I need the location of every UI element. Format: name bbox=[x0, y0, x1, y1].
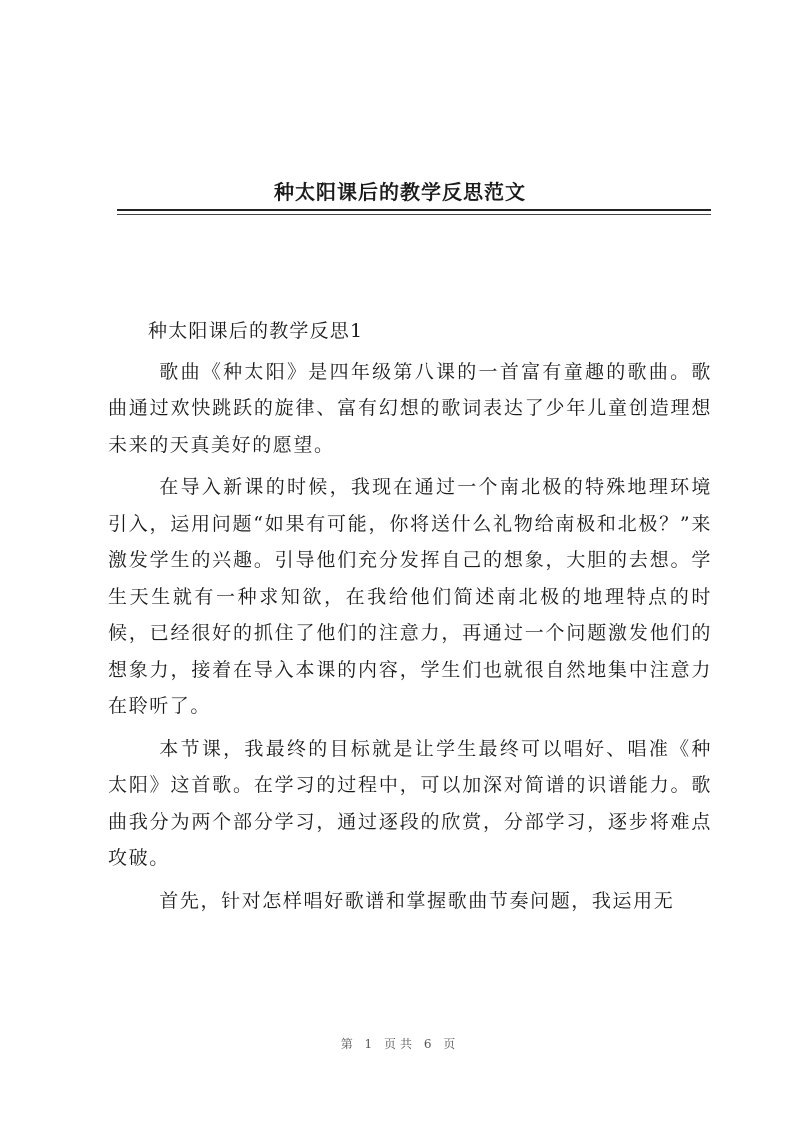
title-divider-thin bbox=[117, 214, 711, 215]
paragraph-1: 歌曲《种太阳》是四年级第八课的一首富有童趣的歌曲。歌曲通过欢快跳跃的旋律、富有幻想的歌词表达了少年儿童创造理想未来的天真美好的愿望。 bbox=[108, 360, 712, 456]
title-divider bbox=[117, 209, 711, 211]
document-title: 种太阳课后的教学反思范文 bbox=[274, 180, 526, 205]
paragraph-2: 在导入新课的时候，我现在通过一个南北极的特殊地理环境引入，运用问题“如果有可能，你将送什么礼物给南极和北极？”来激发学生的兴趣。引导他们充分发挥自己的想象，大胆的去想。学生天生就有一种求知欲，在我给他们简述南北极的地理特点的时候，已经很好的抓住了他们的注意力，再通过一个问题激发他们的想象力，接着在导入本课的内容，学生们也就很自然地集中注意力在聆听了。 bbox=[108, 476, 712, 717]
document-body bbox=[108, 313, 712, 925]
section-heading: 种太阳课后的教学反思1 bbox=[148, 320, 364, 342]
paragraph-4: 首先，针对怎样唱好歌谱和掌握歌曲节奏问题，我运用无 bbox=[159, 889, 675, 912]
paragraph-3: 本节课，我最终的目标就是让学生最终可以唱好、唱准《种太阳》这首歌。在学习的过程中，可以加深对简谱的识谱能力。歌曲我分为两个部分学习，通过逐段的欣赏，分部学习，逐步将难点攻破。 bbox=[108, 737, 712, 869]
page-footer: 第 1 页共 6 页 bbox=[340, 1037, 460, 1051]
